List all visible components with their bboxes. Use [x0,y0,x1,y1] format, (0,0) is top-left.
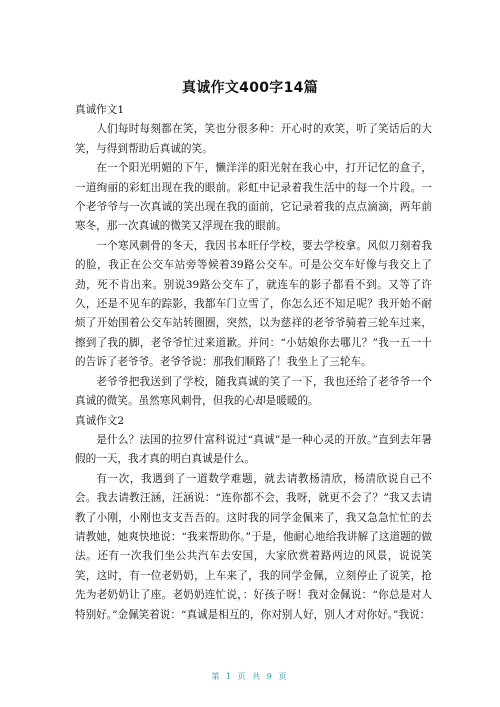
paragraph: 一个寒风刺骨的冬天，我因书本旺仔学校，要去学校拿。风似刀刻着我的脸，我正在公交车站旁等候着39路公交车。可是公交车好像与我交上了劲，死不肯出来。别说39路公交车了，就连车的影子都看不到。又等了许久，还是不见车的踪影，我都车门立雪了，你怎么还不知足呢？我开始不耐烦了开始围着公交车站转圈圈，突然，以为慈祥的老爷爷骑着三轮车过来，擦到了我的脚，老爷爷忙过来道歉。并问：“小姑娘你去哪儿？”我一五一十的告诉了老爷爷。老爷爷说：那我们顺路了！我坐上了三轮车。 [75,239,432,369]
paragraph: 老爷爷把我送到了学校，随我真诚的笑了一下，我也还给了老爷爷一个真诚的微笑。虽然寒风刺骨，但我的心却是暖暖的。 [75,375,432,408]
paragraph: 在一个阳光明媚的下午，懒洋洋的阳光射在我心中，打开记忆的盒子，一道绚丽的彩虹出现在我的眼前。彩虹中记录着我生活中的每一个片段。一个老爷爷与一次真诚的笑出现在我的面前，它记录着我的点点滴滴，两年前寒冬，那一次真诚的微笑又浮现在我的眼前。 [75,162,432,233]
document-title: 真诚作文400字14篇 [181,80,318,96]
paragraph: 有一次，我遇到了一道数学难题，就去请教杨清欣，杨清欣说自己不会。我去请教汪涵，汪涵说：“连你都不会，我呀，就更不会了？”我又去请教了小刚，小刚也支支吾吾的。这时我的同学金佩来了，我又急急忙忙的去请教她，她爽快地说：“我来帮助你。”于是，他耐心地给我讲解了这道题的做法。还有一次我们坐公共汽车去安国，大家欣赏着路两边的风景，说说笑笑，这时，有一位老奶奶，上车来了，我的同学金佩，立刻停止了说笑，抢先为老奶奶让了座。老奶奶连忙说，：好孩子呀！我对金佩说：“你总是对人特别好。”金佩笑着说：“真诚是相互的，你对别人好，别人才对你好。”我说： [75,472,432,621]
document-body [75,101,432,625]
section-heading: 真诚作文2 [75,414,125,427]
page-footer: 第 1 页 共 9 页 [211,672,289,681]
paragraph: 是什么？法国的拉罗什富科说过“真诚”是一种心灵的开放。”直到去年暑假的一天，我才真的明白真诚是什么。 [75,433,432,466]
paragraph: 人们每时每刻都在笑，笑也分很多种：开心时的欢笑，听了笑话后的大笑，与得到帮助后真诚的笑。 [75,123,432,155]
section-heading: 真诚作文1 [75,104,125,116]
